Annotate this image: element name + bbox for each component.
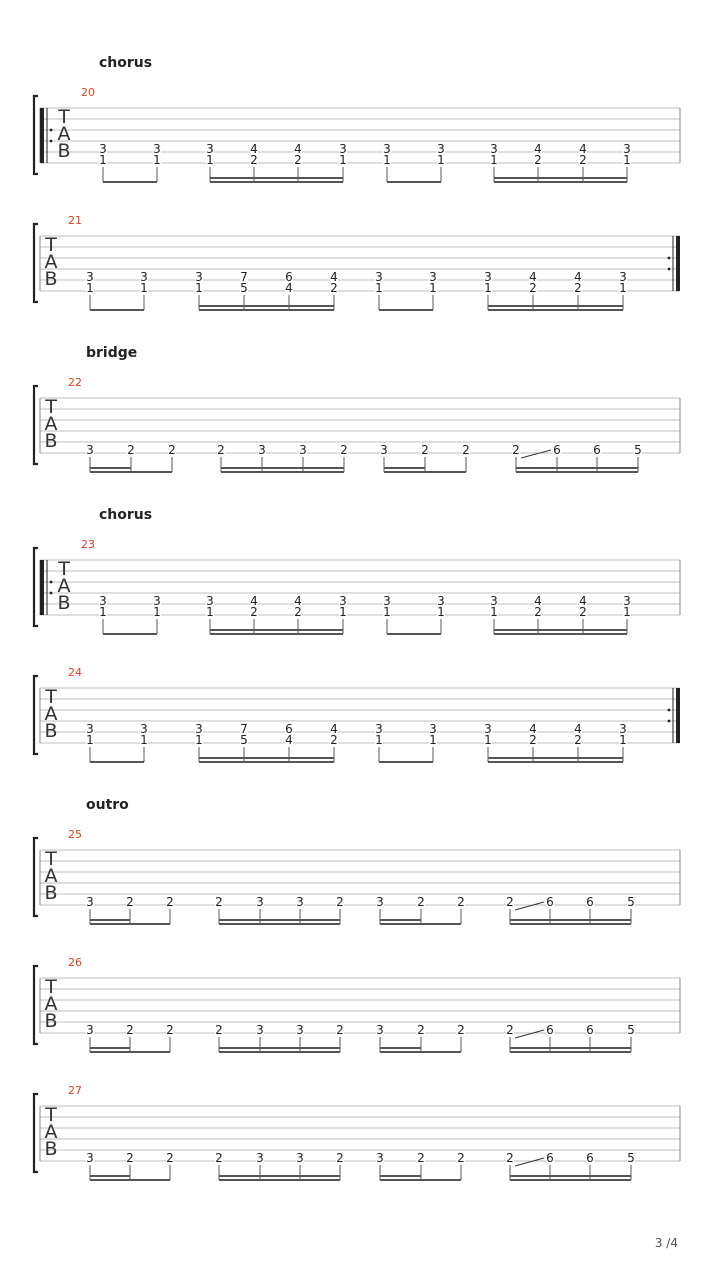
- fret-number: 3: [376, 895, 384, 909]
- slide-mark: [521, 450, 551, 458]
- fret-number: 3: [296, 1151, 304, 1165]
- fret-number: 3: [490, 142, 498, 156]
- beam: [219, 1179, 340, 1181]
- fret-number: 1: [195, 281, 203, 295]
- beam: [219, 923, 340, 925]
- fret-number: 3: [429, 270, 437, 284]
- fret-number: 1: [206, 153, 214, 167]
- fret-number: 2: [127, 443, 135, 457]
- fret-number: 1: [206, 605, 214, 619]
- tab-staff-system: [0, 958, 720, 1058]
- fret-number: 5: [627, 1023, 635, 1037]
- system-bracket: [34, 96, 38, 174]
- beam: [199, 309, 334, 311]
- fret-number: 3: [490, 594, 498, 608]
- system-bracket: [34, 548, 38, 626]
- fret-number: 2: [574, 733, 582, 747]
- fret-number: 2: [417, 1023, 425, 1037]
- fret-number: 2: [294, 153, 302, 167]
- slide-mark: [515, 902, 544, 910]
- fret-number: 3: [437, 142, 445, 156]
- fret-number: 1: [86, 281, 94, 295]
- fret-number: 3: [375, 270, 383, 284]
- beam: [510, 1175, 631, 1177]
- beam: [380, 1047, 421, 1049]
- repeat-dot: [50, 129, 53, 132]
- fret-number: 2: [166, 1023, 174, 1037]
- beam: [90, 1175, 130, 1177]
- fret-number: 2: [250, 153, 258, 167]
- fret-number: 3: [99, 594, 107, 608]
- fret-number: 2: [417, 1151, 425, 1165]
- slide-mark: [515, 1158, 544, 1166]
- fret-number: 3: [206, 594, 214, 608]
- system-bracket: [34, 386, 38, 464]
- fret-number: 2: [215, 895, 223, 909]
- fret-number: 3: [86, 270, 94, 284]
- tab-clef-letter: B: [44, 268, 58, 290]
- fret-number: 3: [86, 722, 94, 736]
- fret-number: 2: [217, 443, 225, 457]
- fret-number: 2: [126, 895, 134, 909]
- beam: [219, 919, 340, 921]
- fret-number: 2: [534, 605, 542, 619]
- repeat-dot: [668, 268, 671, 271]
- fret-number: 1: [99, 153, 107, 167]
- slide-mark: [515, 1030, 544, 1038]
- fret-number: 4: [294, 594, 302, 608]
- beam: [90, 1051, 170, 1053]
- fret-number: 5: [634, 443, 642, 457]
- tab-clef-letter: A: [57, 575, 71, 597]
- fret-number: 3: [296, 1023, 304, 1037]
- fret-number: 6: [546, 1023, 554, 1037]
- fret-number: 6: [586, 895, 594, 909]
- fret-number: 3: [153, 594, 161, 608]
- fret-number: 1: [153, 153, 161, 167]
- fret-number: 6: [586, 1151, 594, 1165]
- section-label-bridge: bridge: [86, 345, 138, 361]
- beam: [219, 1051, 340, 1053]
- system-bracket: [34, 966, 38, 1044]
- fret-number: 6: [546, 1151, 554, 1165]
- fret-number: 2: [330, 281, 338, 295]
- fret-number: 2: [529, 733, 537, 747]
- fret-number: 2: [330, 733, 338, 747]
- fret-number: 2: [506, 1151, 514, 1165]
- beam: [510, 1047, 631, 1049]
- beam: [380, 1175, 421, 1177]
- beam: [103, 181, 157, 183]
- tab-staff-system: [0, 378, 720, 478]
- fret-number: 3: [256, 1023, 264, 1037]
- fret-number: 1: [140, 281, 148, 295]
- system-bracket: [34, 1094, 38, 1172]
- fret-number: 1: [437, 153, 445, 167]
- fret-number: 3: [376, 1023, 384, 1037]
- repeat-end-thick-bar: [676, 236, 680, 291]
- fret-number: 3: [619, 270, 627, 284]
- fret-number: 1: [484, 733, 492, 747]
- fret-number: 2: [579, 605, 587, 619]
- tab-clef-letter: B: [44, 882, 58, 904]
- beam: [384, 467, 425, 469]
- fret-number: 2: [250, 605, 258, 619]
- fret-number: 6: [586, 1023, 594, 1037]
- tab-clef-letter: A: [44, 251, 58, 273]
- beam: [488, 761, 623, 763]
- beam: [90, 309, 144, 311]
- fret-number: 2: [166, 1151, 174, 1165]
- fret-number: 5: [627, 895, 635, 909]
- fret-number: 7: [240, 722, 248, 736]
- fret-number: 1: [383, 605, 391, 619]
- fret-number: 3: [484, 270, 492, 284]
- fret-number: 3: [299, 443, 307, 457]
- fret-number: 3: [86, 1023, 94, 1037]
- fret-number: 3: [195, 722, 203, 736]
- fret-number: 3: [383, 594, 391, 608]
- fret-number: 2: [457, 1023, 465, 1037]
- tab-clef-letter: T: [45, 234, 57, 256]
- fret-number: 4: [285, 281, 293, 295]
- fret-number: 4: [250, 142, 258, 156]
- fret-number: 3: [153, 142, 161, 156]
- beam: [494, 633, 627, 635]
- fret-number: 4: [534, 142, 542, 156]
- tab-clef-letter: T: [45, 848, 57, 870]
- fret-number: 4: [285, 733, 293, 747]
- beam: [90, 471, 172, 473]
- beam: [380, 1051, 461, 1053]
- beam: [380, 923, 461, 925]
- fret-number: 3: [86, 895, 94, 909]
- tab-clef-letter: T: [45, 686, 57, 708]
- tab-clef-letter: A: [44, 865, 58, 887]
- fret-number: 6: [593, 443, 601, 457]
- repeat-dot: [668, 720, 671, 723]
- fret-number: 3: [429, 722, 437, 736]
- fret-number: 2: [462, 443, 470, 457]
- beam: [219, 1047, 340, 1049]
- fret-number: 5: [240, 733, 248, 747]
- fret-number: 2: [506, 895, 514, 909]
- system-bracket: [34, 838, 38, 916]
- fret-number: 3: [623, 594, 631, 608]
- fret-number: 6: [285, 270, 293, 284]
- beam: [103, 633, 157, 635]
- beam: [219, 1175, 340, 1177]
- beam: [380, 919, 421, 921]
- beam: [510, 1179, 631, 1181]
- measure-number: 24: [68, 666, 82, 679]
- fret-number: 1: [429, 733, 437, 747]
- tab-clef-letter: B: [44, 430, 58, 452]
- beam: [90, 1179, 170, 1181]
- beam: [90, 919, 130, 921]
- measure-number: 21: [68, 214, 82, 227]
- tab-clef-letter: T: [45, 396, 57, 418]
- fret-number: 2: [534, 153, 542, 167]
- beam: [510, 1051, 631, 1053]
- tab-clef-letter: T: [45, 976, 57, 998]
- measure-number: 27: [68, 1084, 82, 1097]
- fret-number: 5: [240, 281, 248, 295]
- fret-number: 1: [140, 733, 148, 747]
- repeat-start-thick-bar: [40, 108, 44, 163]
- beam: [199, 761, 334, 763]
- measure-number: 22: [68, 376, 82, 389]
- beam: [510, 923, 631, 925]
- fret-number: 3: [484, 722, 492, 736]
- beam: [199, 305, 334, 307]
- fret-number: 4: [529, 722, 537, 736]
- fret-number: 2: [574, 281, 582, 295]
- beam: [494, 177, 627, 179]
- beam: [221, 471, 344, 473]
- repeat-dot: [50, 140, 53, 143]
- fret-number: 4: [574, 722, 582, 736]
- fret-number: 1: [375, 733, 383, 747]
- beam: [379, 761, 433, 763]
- fret-number: 5: [627, 1151, 635, 1165]
- fret-number: 4: [330, 722, 338, 736]
- tab-staff-system: [0, 1086, 720, 1186]
- beam: [210, 629, 343, 631]
- fret-number: 1: [484, 281, 492, 295]
- fret-number: 3: [256, 895, 264, 909]
- system-bracket: [34, 224, 38, 302]
- fret-number: 4: [529, 270, 537, 284]
- beam: [494, 629, 627, 631]
- tab-clef-letter: T: [58, 558, 70, 580]
- fret-number: 1: [437, 605, 445, 619]
- tab-clef-letter: B: [44, 1138, 58, 1160]
- fret-number: 2: [579, 153, 587, 167]
- fret-number: 3: [86, 1151, 94, 1165]
- fret-number: 3: [375, 722, 383, 736]
- fret-number: 3: [339, 594, 347, 608]
- beam: [387, 633, 441, 635]
- fret-number: 3: [339, 142, 347, 156]
- repeat-dot: [668, 257, 671, 260]
- beam: [210, 633, 343, 635]
- measure-number: 25: [68, 828, 82, 841]
- fret-number: 1: [623, 605, 631, 619]
- fret-number: 3: [296, 895, 304, 909]
- measure-number: 23: [81, 538, 95, 551]
- beam: [494, 181, 627, 183]
- beam: [488, 757, 623, 759]
- fret-number: 3: [623, 142, 631, 156]
- fret-number: 1: [339, 605, 347, 619]
- fret-number: 2: [421, 443, 429, 457]
- fret-number: 3: [140, 270, 148, 284]
- beam: [90, 1047, 130, 1049]
- fret-number: 3: [383, 142, 391, 156]
- fret-number: 4: [250, 594, 258, 608]
- fret-number: 3: [195, 270, 203, 284]
- fret-number: 3: [258, 443, 266, 457]
- repeat-dot: [668, 709, 671, 712]
- fret-number: 3: [99, 142, 107, 156]
- fret-number: 4: [579, 142, 587, 156]
- beam: [210, 177, 343, 179]
- repeat-dot: [50, 581, 53, 584]
- fret-number: 6: [285, 722, 293, 736]
- beam: [488, 305, 623, 307]
- tab-clef-letter: B: [44, 720, 58, 742]
- fret-number: 1: [99, 605, 107, 619]
- tab-clef-letter: A: [57, 123, 71, 145]
- tab-staff-system: [0, 668, 720, 768]
- beam: [387, 181, 441, 183]
- fret-number: 3: [86, 443, 94, 457]
- beam: [379, 309, 433, 311]
- tab-staff-system: [0, 830, 720, 930]
- fret-number: 2: [126, 1023, 134, 1037]
- beam: [510, 919, 631, 921]
- fret-number: 2: [417, 895, 425, 909]
- fret-number: 1: [339, 153, 347, 167]
- tab-staff-system: [0, 540, 720, 640]
- repeat-start-thick-bar: [40, 560, 44, 615]
- measure-number: 20: [81, 86, 95, 99]
- tab-staff-system: [0, 216, 720, 316]
- fret-number: 1: [383, 153, 391, 167]
- fret-number: 2: [166, 895, 174, 909]
- tab-clef-letter: T: [45, 1104, 57, 1126]
- repeat-end-thick-bar: [676, 688, 680, 743]
- fret-number: 3: [256, 1151, 264, 1165]
- fret-number: 2: [215, 1151, 223, 1165]
- tab-clef-letter: B: [57, 592, 71, 614]
- beam: [488, 309, 623, 311]
- fret-number: 1: [490, 605, 498, 619]
- fret-number: 1: [86, 733, 94, 747]
- beam: [90, 923, 170, 925]
- beam: [90, 761, 144, 763]
- beam: [516, 471, 638, 473]
- system-bracket: [34, 676, 38, 754]
- fret-number: 1: [153, 605, 161, 619]
- fret-number: 2: [506, 1023, 514, 1037]
- fret-number: 3: [140, 722, 148, 736]
- beam: [210, 181, 343, 183]
- measure-number: 26: [68, 956, 82, 969]
- beam: [221, 467, 344, 469]
- tab-clef-letter: A: [44, 1121, 58, 1143]
- tab-clef-letter: B: [44, 1010, 58, 1032]
- fret-number: 2: [457, 1151, 465, 1165]
- fret-number: 3: [437, 594, 445, 608]
- fret-number: 2: [215, 1023, 223, 1037]
- fret-number: 4: [574, 270, 582, 284]
- fret-number: 4: [330, 270, 338, 284]
- fret-number: 2: [512, 443, 520, 457]
- tab-clef-letter: A: [44, 413, 58, 435]
- fret-number: 2: [336, 895, 344, 909]
- fret-number: 2: [457, 895, 465, 909]
- section-label-outro: outro: [86, 797, 129, 813]
- fret-number: 1: [623, 153, 631, 167]
- tab-clef-letter: T: [58, 106, 70, 128]
- fret-number: 4: [579, 594, 587, 608]
- fret-number: 1: [490, 153, 498, 167]
- fret-number: 2: [168, 443, 176, 457]
- fret-number: 3: [619, 722, 627, 736]
- tab-clef-letter: B: [57, 140, 71, 162]
- beam: [516, 467, 638, 469]
- fret-number: 3: [206, 142, 214, 156]
- page-number: 3 /4: [654, 1236, 678, 1250]
- fret-number: 1: [375, 281, 383, 295]
- fret-number: 6: [553, 443, 561, 457]
- fret-number: 1: [619, 281, 627, 295]
- fret-number: 2: [126, 1151, 134, 1165]
- fret-number: 2: [529, 281, 537, 295]
- beam: [380, 1179, 461, 1181]
- beam: [199, 757, 334, 759]
- tab-staff-system: [0, 88, 720, 188]
- fret-number: 3: [376, 1151, 384, 1165]
- fret-number: 2: [336, 1023, 344, 1037]
- fret-number: 4: [534, 594, 542, 608]
- fret-number: 2: [294, 605, 302, 619]
- tab-clef-letter: A: [44, 703, 58, 725]
- section-label-chorus: chorus: [99, 507, 153, 523]
- tab-clef-letter: A: [44, 993, 58, 1015]
- fret-number: 7: [240, 270, 248, 284]
- repeat-dot: [50, 592, 53, 595]
- section-label-chorus: chorus: [99, 55, 153, 71]
- fret-number: 6: [546, 895, 554, 909]
- beam: [384, 471, 466, 473]
- beam: [90, 467, 131, 469]
- fret-number: 3: [380, 443, 388, 457]
- fret-number: 1: [619, 733, 627, 747]
- fret-number: 2: [340, 443, 348, 457]
- fret-number: 4: [294, 142, 302, 156]
- fret-number: 1: [195, 733, 203, 747]
- fret-number: 1: [429, 281, 437, 295]
- fret-number: 2: [336, 1151, 344, 1165]
